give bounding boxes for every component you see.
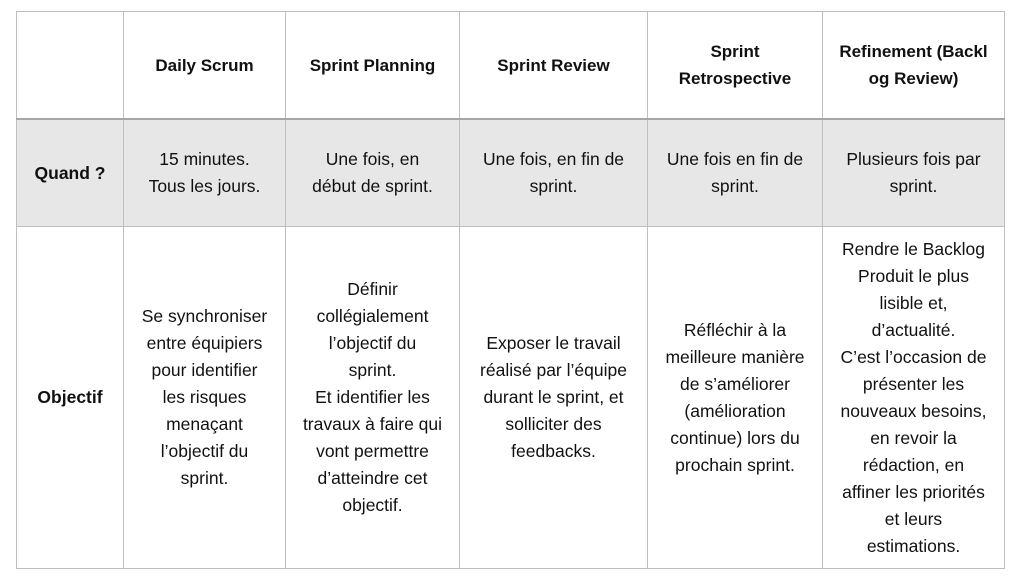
header-refinement: Refinement (Backl og Review) (823, 12, 1005, 120)
table-row-objectif (17, 227, 1005, 569)
cell-objectif-sprint-retrospective: Réfléchir à la meilleure manière de s’améliorer (amélioration continue) lors du prochain sprint. (648, 227, 823, 569)
cell-quand-daily-scrum: 15 minutes. Tous les jours. (124, 119, 286, 227)
cell-quand-sprint-review: Une fois, en fin de sprint. (460, 119, 648, 227)
table-row-quand (17, 119, 1005, 227)
header-sprint-planning: Sprint Planning (286, 12, 460, 120)
table-header-row (17, 12, 1005, 120)
header-sprint-retrospective: Sprint Retrospective (648, 12, 823, 120)
cell-quand-refinement: Plusieurs fois par sprint. (823, 119, 1005, 227)
cell-objectif-daily-scrum: Se synchroniser entre équipiers pour identifier les risques menaçant l’objectif du sprint. (124, 227, 286, 569)
header-daily-scrum: Daily Scrum (124, 12, 286, 120)
cell-quand-sprint-planning: Une fois, en début de sprint. (286, 119, 460, 227)
scrum-events-table-container (16, 11, 1005, 569)
cell-objectif-refinement: Rendre le Backlog Produit le plus lisible et, d’actualité. C’est l’occasion de présenter les nouveaux besoins, en revoir la rédaction, en affiner les priorités et leurs estimations. (823, 227, 1005, 569)
header-sprint-review: Sprint Review (460, 12, 648, 120)
scrum-events-table (16, 11, 1005, 569)
cell-objectif-sprint-review: Exposer le travail réalisé par l’équipe durant le sprint, et solliciter des feedbacks. (460, 227, 648, 569)
cell-objectif-sprint-planning: Définir collégialement l’objectif du sprint. Et identifier les travaux à faire qui vont permettre d’atteindre cet objectif. (286, 227, 460, 569)
row-label-objectif: Objectif (17, 227, 124, 569)
row-label-quand: Quand ? (17, 119, 124, 227)
cell-quand-sprint-retrospective: Une fois en fin de sprint. (648, 119, 823, 227)
corner-cell (17, 12, 124, 120)
